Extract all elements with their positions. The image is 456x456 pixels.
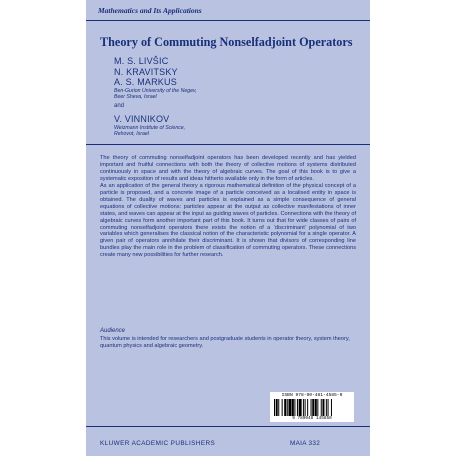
barcode-bar <box>331 399 332 416</box>
barcode-bar <box>292 399 294 416</box>
affiliation-line: Weizmann Institute of Science, <box>114 124 186 131</box>
barcode <box>270 392 354 422</box>
audience-heading: Audience <box>100 328 126 334</box>
author-block-1 <box>114 56 197 101</box>
barcode-bar <box>274 399 275 416</box>
barcode-bar <box>312 399 314 416</box>
barcode-bars <box>274 399 350 416</box>
barcode-bar <box>282 399 283 416</box>
affiliation-line: Rehovot, Israel <box>114 131 149 137</box>
barcode-bar <box>317 399 318 416</box>
barcode-bar <box>284 399 286 416</box>
top-rule <box>86 20 370 21</box>
barcode-bar <box>305 399 306 416</box>
bottom-rule <box>86 426 370 427</box>
author-name: V. VINNIKOV <box>114 114 170 124</box>
barcode-bar <box>315 399 317 416</box>
barcode-bar <box>328 399 329 416</box>
barcode-bar <box>299 399 302 416</box>
barcode-digits: 9 789048 145850 <box>292 416 332 421</box>
affiliation-line: Ben-Gurion University of the Negev, <box>114 87 197 94</box>
barcode-bar <box>322 399 324 416</box>
affiliation-line: Beer Sheva, Israel <box>114 94 157 100</box>
publisher-name: KLUWER ACADEMIC PUBLISHERS <box>100 440 216 447</box>
author-block-2 <box>114 114 185 138</box>
audience-text: This volume is intended for researchers and postgraduate students in operator theory, system theory, quantum physics and algebraic geometry. <box>100 336 350 349</box>
barcode-bar <box>287 399 288 416</box>
barcode-bar <box>288 399 291 416</box>
barcode-bar <box>321 399 322 416</box>
isbn-number: ISBN 978-90-481-4585-0 <box>281 393 343 398</box>
series-name: Mathematics and Its Applications <box>98 6 202 15</box>
book-title: Theory of Commuting Nonselfadjoint Operators <box>100 35 353 49</box>
barcode-bar <box>311 399 312 416</box>
author-name: A. S. MARKUS <box>114 77 177 87</box>
barcode-bar <box>278 399 279 416</box>
book-description <box>100 155 356 259</box>
barcode-bar <box>326 399 327 416</box>
description-paragraph: As an application of the general theory a rigorous mathematical definition of the physical concept of a particle is proposed, and a concrete image of a particle conceived as a localised entity in space is obtained. The duality of waves and particles is explained as a simple consequence of general equations of collective motions: particles appear at the output as collective manifestations of inner states, and waves can appear at the input as guiding waves of particles. Connections with the theory of algebraic curves form another important part of this book. It turns out that for wide classes of pairs of commuting nonselfadjoint operators there exists the notion of a ‘discriminant’ polynomial of two variables which generalises the classical notion of the characteristic polynomial for a single operator. A given pair of operators annihilate their discriminant. It is shown that divisors of corresponding line bundles play the main role in the problem of classification of commuting operators. These connections create many new possibilities for further research. <box>100 182 356 259</box>
barcode-bar <box>307 399 308 416</box>
author-name: M. S. LIVŠIC <box>114 56 169 66</box>
author-name: N. KRAVITSKY <box>114 66 178 77</box>
description-paragraph: The theory of commuting nonselfadjoint operators has been developed recently and has yielded important and fruitful connections with both the theory of collective motions of systems distributed continuously in space and with the theory of algebraic curves. The goal of this book is to give a systematic exposition of results and ideas hitherto available only in the form of articles. <box>100 155 356 182</box>
and-connector: and <box>114 103 125 109</box>
barcode-bar <box>294 399 295 416</box>
barcode-bar <box>297 399 298 416</box>
series-number: MAIA 332 <box>290 440 321 447</box>
middle-rule <box>86 144 370 145</box>
book-back-cover <box>86 0 370 456</box>
barcode-bar <box>303 399 304 416</box>
barcode-bar <box>276 399 278 416</box>
